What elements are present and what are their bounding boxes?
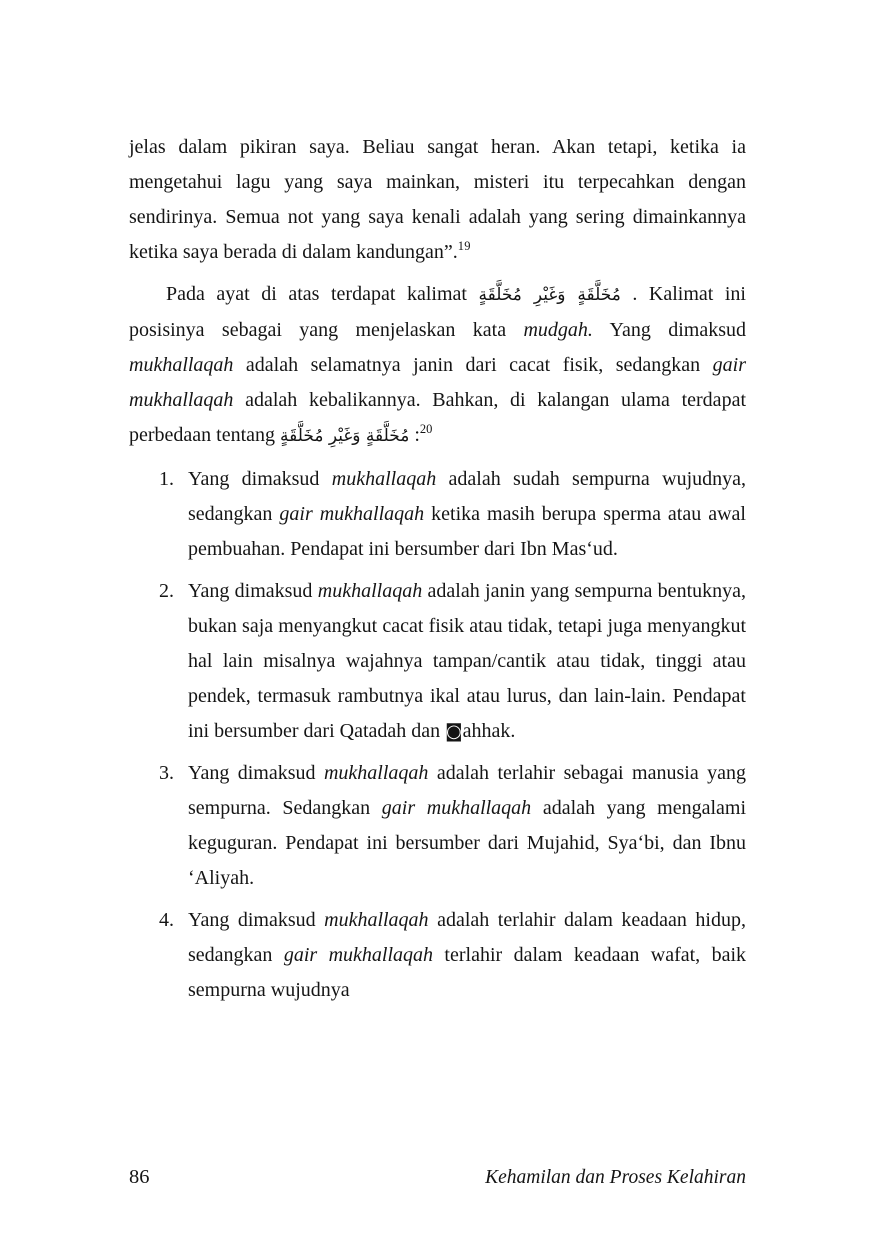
text-segment: adalah sudah sempurna wujudnya, sedangkan bbox=[188, 468, 747, 525]
italic-term-mudgah: mudgah. bbox=[523, 319, 593, 341]
text-segment: . Kalimat ini posisinya sebagai yang menjelaskan kata bbox=[129, 283, 746, 341]
text-segment: Yang dimaksud bbox=[188, 909, 325, 931]
missing-glyph-box: ◙ bbox=[445, 721, 463, 742]
list-marker: 4. bbox=[159, 909, 174, 931]
page-number: 86 bbox=[129, 1166, 150, 1188]
list-item-1 bbox=[129, 462, 746, 567]
list-marker: 2. bbox=[159, 580, 174, 602]
arabic-phrase: مُخَلَّقَةٍ وَغَيْرِ مُخَلَّقَةٍ bbox=[478, 285, 621, 305]
list-item-3 bbox=[129, 756, 746, 896]
italic-term-gair-mukhallaqah: gair mukhallaqah bbox=[283, 944, 434, 966]
text-segment: Yang dimaksud bbox=[188, 468, 332, 490]
text-segment: Pada ayat di atas terdapat kalimat bbox=[166, 283, 479, 305]
text-segment: ketika masih berupa sperma atau awal pembuahan. Pendapat ini bersumber dari Ibn Mas‘ud. bbox=[188, 503, 746, 560]
text-segment: adalah selamatnya janin dari cacat fisik, sedangkan bbox=[233, 354, 713, 376]
page-text-block bbox=[129, 130, 746, 1015]
opinion-list bbox=[129, 462, 746, 1008]
italic-term-mukhallaqah: mukhallaqah bbox=[331, 468, 437, 490]
italic-term-gair-mukhallaqah: gair mukhallaqah bbox=[279, 503, 425, 525]
italic-term-mukhallaqah: mukhallaqah bbox=[323, 762, 429, 784]
italic-term-mukhallaqah: mukhallaqah bbox=[324, 909, 429, 931]
list-marker: 3. bbox=[159, 762, 174, 784]
text-segment: adalah kebalikannya. Bahkan, di kalangan ulama terdapat perbedaan tentang bbox=[129, 389, 746, 446]
text-segment: Yang dimaksud bbox=[592, 319, 746, 341]
italic-term-mukhallaqah: mukhallaqah bbox=[317, 580, 423, 602]
arabic-phrase: مُخَلَّقَةٍ وَغَيْرِ مُخَلَّقَةٍ bbox=[280, 426, 410, 446]
text-segment: : bbox=[409, 424, 420, 446]
list-item-2 bbox=[129, 574, 746, 749]
italic-term-mukhallaqah: mukhallaqah bbox=[129, 354, 234, 376]
text-segment: adalah yang mengalami keguguran. Pendapat ini bersumber dari Mujahid, Sya‘bi, dan Ibnu ‘Aliyah. bbox=[188, 797, 747, 889]
page-footer bbox=[129, 1166, 746, 1189]
list-item-4 bbox=[129, 903, 746, 1008]
paragraph-text: jelas dalam pikiran saya. Beliau sangat heran. Akan tetapi, ketika ia mengetahui lagu yang saya mainkan, misteri itu terpecahkan dengan sendirinya. Semua not yang saya kenali adalah yang sering dimainkannya ketika saya berada di dalam kandungan”. bbox=[129, 136, 746, 263]
text-segment: terlahir dalam keadaan wafat, baik sempurna wujudnya bbox=[188, 944, 747, 1001]
text-segment: ahhak. bbox=[462, 720, 516, 742]
footnote-ref-19: 19 bbox=[457, 239, 471, 253]
list-marker: 1. bbox=[159, 468, 174, 490]
text-segment: Yang dimaksud bbox=[188, 580, 318, 602]
paragraph-continuation bbox=[129, 130, 746, 270]
italic-term-gair-mukhallaqah: gair mukhallaqah bbox=[381, 797, 532, 819]
running-title: Kehamilan dan Proses Kelahiran bbox=[485, 1167, 746, 1188]
text-segment: adalah terlahir sebagai manusia yang sempurna. Sedangkan bbox=[188, 762, 747, 819]
footnote-ref-20: 20 bbox=[419, 422, 433, 436]
text-segment: adalah janin yang sempurna bentuknya, bukan saja menyangkut cacat fisik atau tidak, tetapi juga menyangkut hal lain misalnya wajahnya tampan/cantik atau tidak, tinggi atau pendek, termasuk rambutnya ikal atau lurus, dan lain-lain. Pendapat ini bersumber dari Qatadah dan bbox=[188, 580, 746, 742]
paragraph-mukhallaqah bbox=[129, 277, 746, 454]
text-segment: adalah terlahir dalam keadaan hidup, sedangkan bbox=[188, 909, 746, 966]
italic-term-gair-mukhallaqah: gair mukhallaqah bbox=[129, 354, 746, 411]
text-segment: Yang dimaksud bbox=[188, 762, 324, 784]
